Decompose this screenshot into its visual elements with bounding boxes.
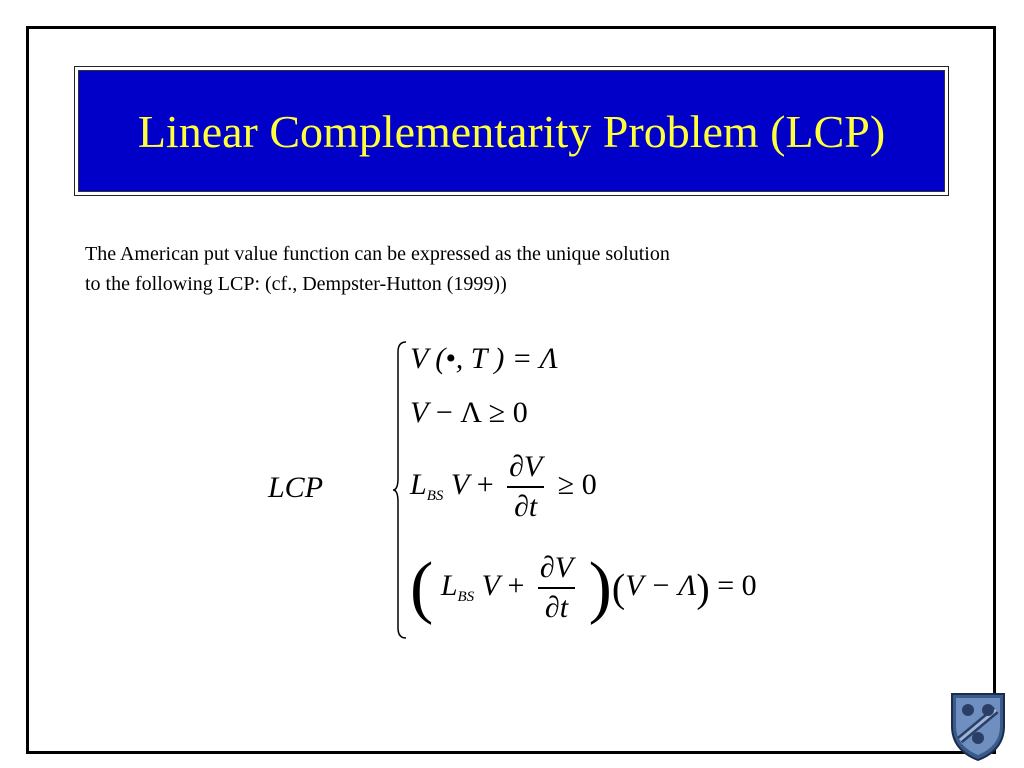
equation-obstacle: V − Λ ≥ 0 xyxy=(410,396,528,429)
body-line-2: to the following LCP: (cf., Dempster-Hutton (1999)) xyxy=(85,273,507,295)
equation-terminal-condition: V (•, T ) = Λ xyxy=(410,342,558,375)
fraction-dv-dt: $\frac{\partial V}{\partial t}$ xyxy=(509,450,543,523)
slide-title: Linear Complementarity Problem (LCP) xyxy=(137,106,886,157)
equation-complementarity: ( $L_{BS}$ V + $\frac{\partial V}{\partial t}$ )(V − Λ) = 0 xyxy=(410,549,757,626)
body-line-1: The American put value function can be expressed as the unique solution xyxy=(85,243,670,265)
title-banner xyxy=(74,66,949,196)
fraction-dv-dt-2: $\frac{\partial V}{\partial t}$ xyxy=(539,551,574,624)
rice-shield-logo-icon xyxy=(948,690,1008,762)
body-paragraph xyxy=(85,239,670,299)
equation-inequality: $L_{BS}$ V + $\frac{\partial V}{\partial t}$ ≥ 0 xyxy=(410,450,597,523)
left-brace xyxy=(392,340,412,640)
lcp-label: LCP xyxy=(268,471,324,504)
